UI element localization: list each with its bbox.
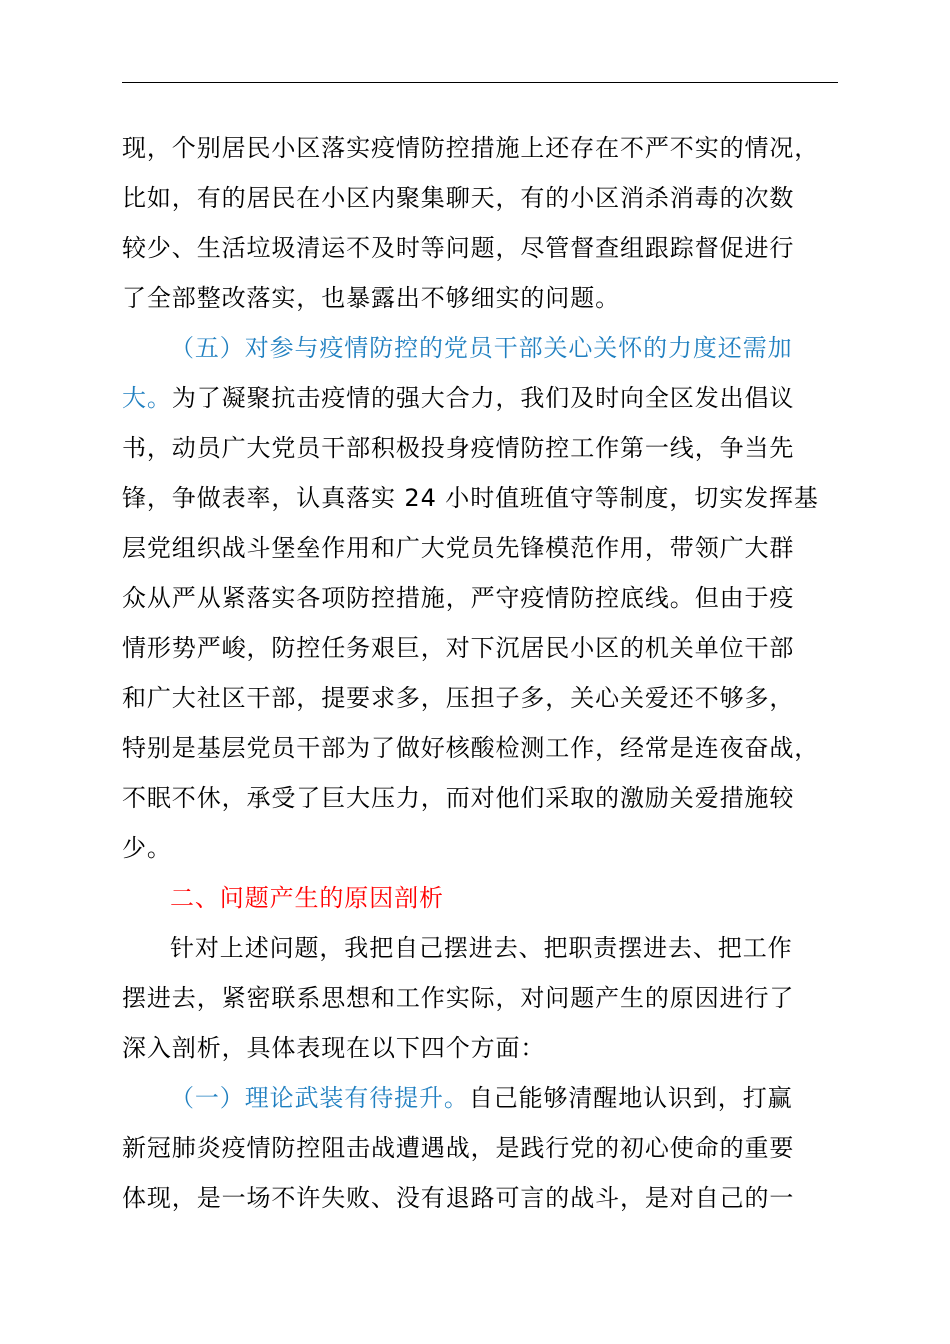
body-line: 锋，争做表率，认真落实 24 小时值班值守等制度，切实发挥基: [122, 484, 819, 512]
body-line: 比如，有的居民在小区内聚集聊天，有的小区消杀消毒的次数: [122, 184, 795, 212]
body-line: [170, 1080, 793, 1116]
body-line: 现，个别居民小区落实疫情防控措施上还存在不严不实的情况，: [122, 134, 820, 162]
body-line: 深入剖析，具体表现在以下四个方面：: [122, 1034, 546, 1062]
body-line: 了全部整改落实，也暴露出不够细实的问题。: [122, 284, 620, 312]
body-line: 新冠肺炎疫情防控阻击战遭遇战，是践行党的初心使命的重要: [122, 1134, 795, 1162]
body-text: 为了凝聚抗击疫情的强大合力，我们及时向全区发出倡议: [171, 384, 795, 412]
body-line: 针对上述问题，我把自己摆进去、把职责摆进去、把工作: [170, 934, 793, 962]
header-rule: [122, 82, 838, 83]
section-heading-2: 二、问题产生的原因剖析: [170, 884, 444, 912]
body-line: 少。: [122, 834, 172, 862]
subheading-5-end: 大。: [122, 384, 172, 412]
body-line: 众从严从紧落实各项防控措施，严守疫情防控底线。但由于疫: [122, 584, 795, 612]
body-line: 特别是基层党员干部为了做好核酸检测工作，经常是连夜奋战，: [122, 734, 820, 762]
body-line: 体现，是一场不许失败、没有退路可言的战斗，是对自己的一: [122, 1184, 795, 1212]
body-text: 自己能够清醒地认识到，打赢: [468, 1084, 793, 1112]
body-line: 书，动员广大党员干部积极投身疫情防控工作第一线，争当先: [122, 434, 795, 462]
body-line: 和广大社区干部，提要求多，压担子多，关心关爱还不够多，: [122, 684, 795, 712]
subheading-1: （一）理论武装有待提升。: [170, 1084, 469, 1112]
body-line: 情形势严峻，防控任务艰巨，对下沉居民小区的机关单位干部: [122, 634, 795, 662]
body-line: 较少、生活垃圾清运不及时等问题，尽管督查组跟踪督促进行: [122, 234, 795, 262]
body-line: 层党组织战斗堡垒作用和广大党员先锋模范作用，带领广大群: [122, 534, 795, 562]
body-line: 不眠不休，承受了巨大压力，而对他们采取的激励关爱措施较: [122, 784, 795, 812]
body-line: 摆进去，紧密联系思想和工作实际，对问题产生的原因进行了: [122, 984, 795, 1012]
body-line: [122, 380, 794, 416]
subheading-5: （五）对参与疫情防控的党员干部关心关怀的力度还需加: [170, 334, 793, 362]
